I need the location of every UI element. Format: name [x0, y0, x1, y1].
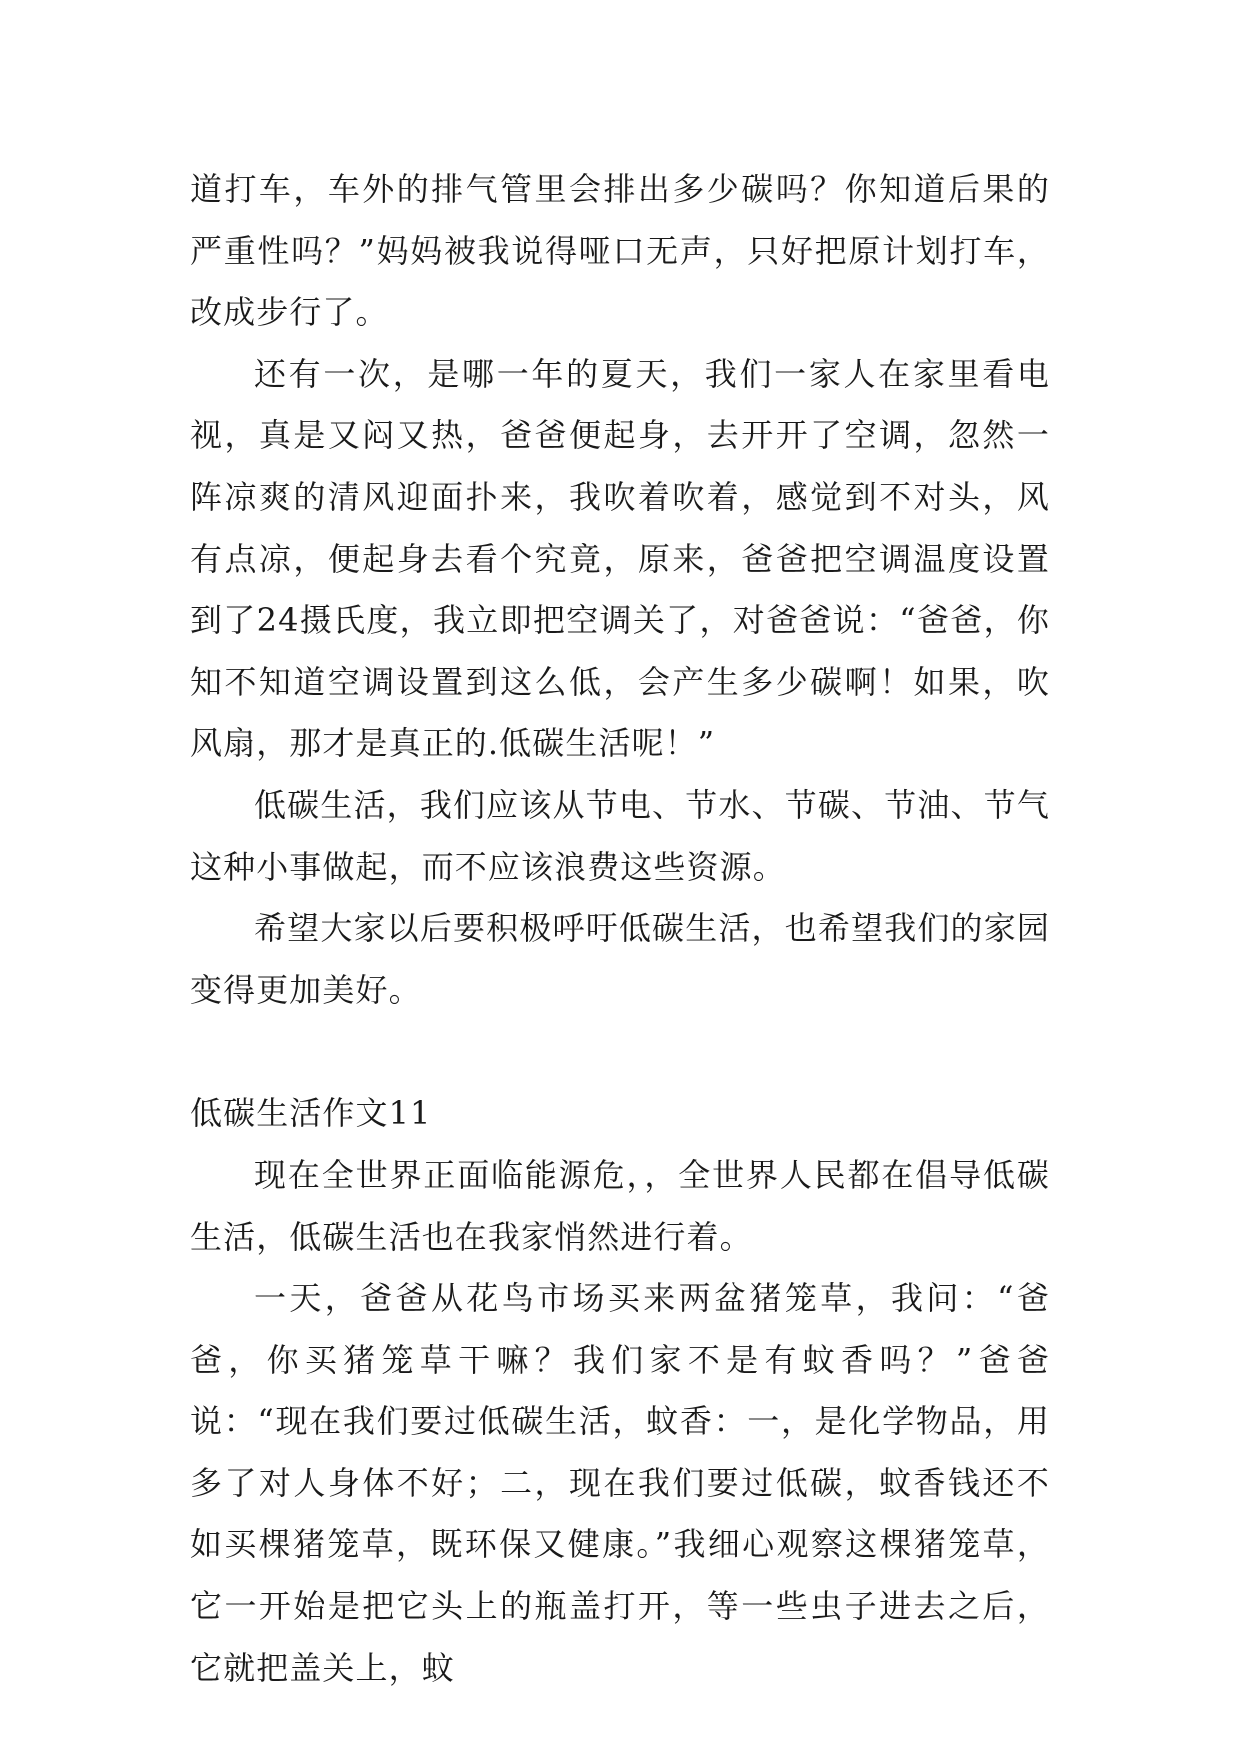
document-body: [190, 159, 1050, 1699]
paragraph-pitcher-plant: 一天，爸爸从花鸟市场买来两盆猪笼草，我问：“爸爸，你买猪笼草干嘛？我们家不是有蚊香吗？”爸爸说：“现在我们要过低碳生活，蚊香：一，是化学物品，用多了对人身体不好；二，现在我们要过低碳，蚊香钱还不如买棵猪笼草，既环保又健康。”我细心观察这棵猪笼草，它一开始是把它头上的瓶盖打开，等一些虫子进去之后，它就把盖关上，蚊: [190, 1279, 1050, 1687]
paragraph-air-conditioner: 还有一次，是哪一年的夏天，我们一家人在家里看电视，真是又闷又热，爸爸便起身，去开开了空调，忽然一阵凉爽的清风迎面扑来，我吹着吹着，感觉到不对头，风有点凉，便起身去看个究竟，原来，爸爸把空调温度设置到了24摄氏度，我立即把空调关了，对爸爸说：“爸爸，你知不知道空调设置到这么低，会产生多少碳啊！如果，吹风扇，那才是真正的.低碳生活呢！”: [190, 354, 1050, 763]
paragraph-save-resources: 低碳生活，我们应该从节电、节水、节碳、节油、节气这种小事做起，而不应该浪费这些资源。: [190, 785, 1050, 886]
paragraph-intro: 现在全世界正面临能源危，，全世界人民都在倡导低碳生活，低碳生活也在我家悄然进行着。: [190, 1155, 1050, 1256]
paragraph-hope: 希望大家以后要积极呼吁低碳生活，也希望我们的家园变得更加美好。: [190, 909, 1050, 1009]
essay-title: 低碳生活作文11: [190, 1094, 432, 1133]
paragraph-continued: 道打车，车外的排气管里会排出多少碳吗？你知道后果的严重性吗？”妈妈被我说得哑口无声，只好把原计划打车，改成步行了。: [190, 170, 1050, 332]
